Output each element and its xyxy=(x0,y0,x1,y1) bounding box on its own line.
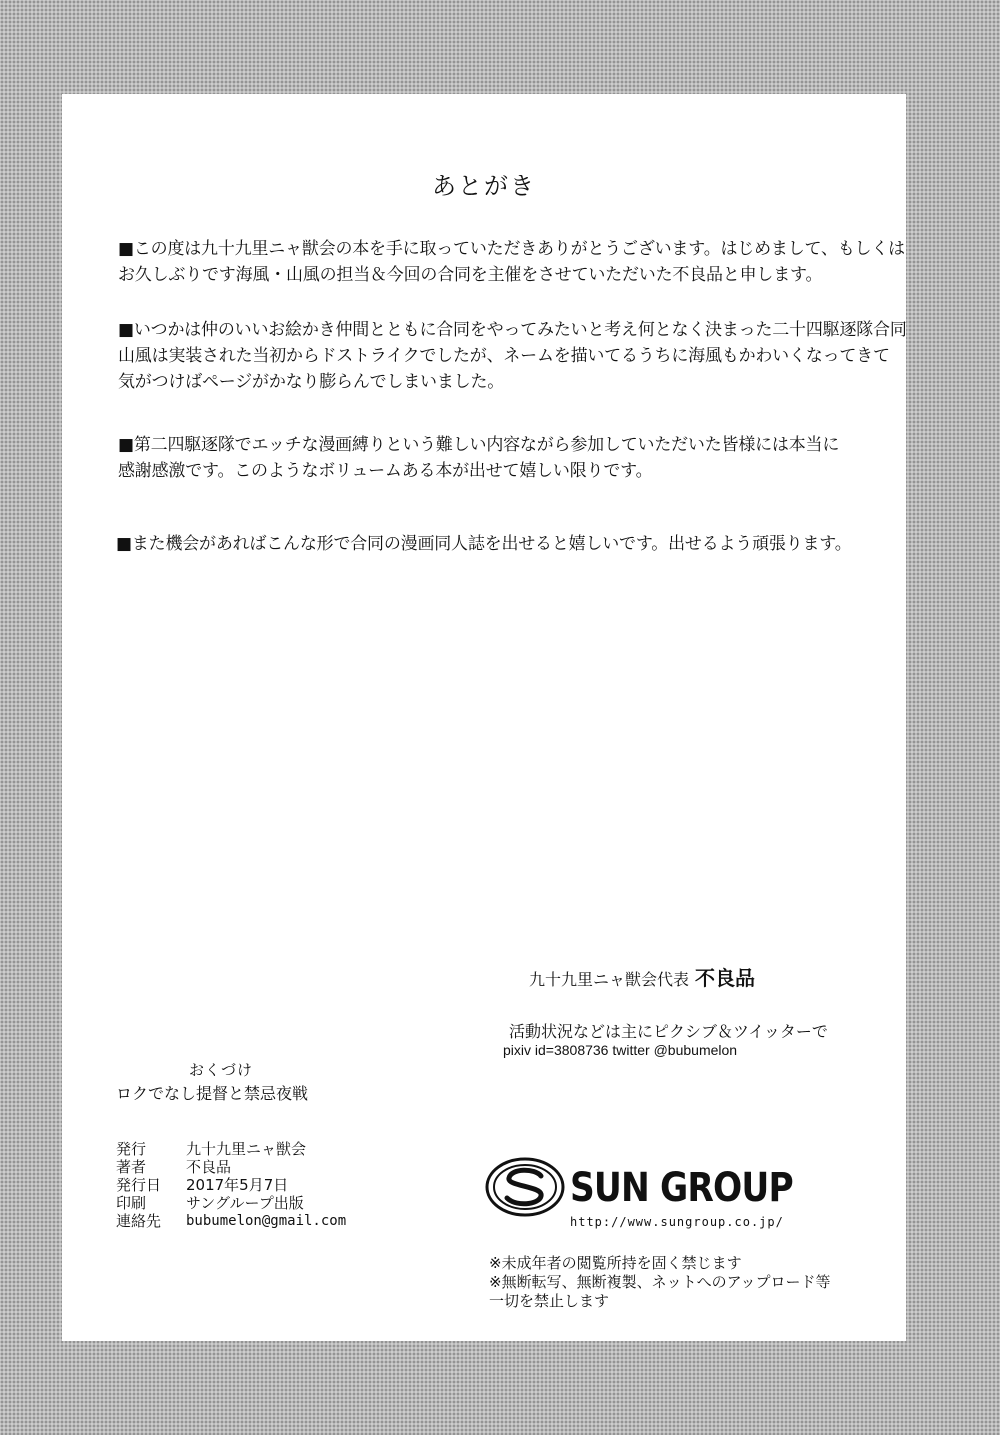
colophon-row-date xyxy=(116,1176,346,1194)
activity-accounts: pixiv id=3808736 twitter @bubumelon xyxy=(503,1042,738,1058)
paragraph-4 xyxy=(116,531,852,557)
paragraph-line: 山風は実装された当初からドストライクでしたが、ネームを描いてるうちに海風もかわいくなってきて xyxy=(118,346,890,366)
colophon-heading: おくづけ xyxy=(189,1061,254,1079)
colophon-row-printer xyxy=(116,1194,346,1212)
colophon-label: 著者 xyxy=(116,1158,147,1176)
colophon-label: 印刷 xyxy=(116,1194,147,1212)
book-title: ロクでなし提督と禁忌夜戦 xyxy=(116,1084,309,1103)
colophon-label: 発行日 xyxy=(116,1176,162,1194)
colophon-value: サングループ出版 xyxy=(186,1194,304,1212)
colophon-value: 不良品 xyxy=(186,1158,232,1176)
afterword-page xyxy=(62,94,906,1341)
page-title: あとがき xyxy=(432,172,536,200)
colophon-row-author xyxy=(116,1158,346,1176)
colophon-value: bubumelon@gmail.com xyxy=(186,1213,347,1229)
colophon-value: 2017年5月7日 xyxy=(186,1176,289,1194)
printer-url: http://www.sungroup.co.jp/ xyxy=(570,1215,784,1229)
colophon-row-contact xyxy=(116,1212,346,1230)
paragraph-line: ■また機会があればこんな形で合同の漫画同人誌を出せると嬉しいです。出せるよう頑張ります。 xyxy=(116,534,852,554)
notice-line: 一切を禁止します xyxy=(489,1292,610,1310)
representative-label: 九十九里ニャ獣会代表 xyxy=(529,970,690,989)
representative xyxy=(529,962,755,991)
colophon xyxy=(116,1140,346,1230)
paragraph-line: 気がつけばページがかなり膨らんでしまいました。 xyxy=(118,372,505,392)
paragraph-1 xyxy=(118,236,905,288)
notice-line: ※無断転写、無断複製、ネットへのアップロード等 xyxy=(489,1273,831,1291)
paragraph-line: お久しぶりです海風・山風の担当＆今回の合同を主催をさせていただいた不良品と申します。 xyxy=(118,265,823,285)
printer-logo-text: SUN GROUP xyxy=(570,1165,793,1211)
representative-name: 不良品 xyxy=(695,966,756,990)
colophon-label: 連絡先 xyxy=(116,1212,162,1230)
colophon-row-publisher xyxy=(116,1140,346,1158)
paragraph-2 xyxy=(118,317,907,395)
paragraph-line: ■この度は九十九里ニャ獣会の本を手に取っていただきありがとうございます。はじめまして、もしくは xyxy=(118,239,905,259)
colophon-label: 発行 xyxy=(116,1140,147,1158)
paragraph-line: ■いつかは仲のいいお絵かき仲間とともに合同をやってみたいと考え何となく決まった二十四駆逐隊合同 xyxy=(118,320,907,340)
paragraph-line: ■第二四駆逐隊でエッチな漫画縛りという難しい内容ながら参加していただいた皆様には本当に xyxy=(118,435,840,455)
paragraph-3 xyxy=(118,432,839,484)
activity-note: 活動状況などは主にピクシブ＆ツイッターで xyxy=(509,1022,828,1041)
notice-block xyxy=(489,1254,831,1311)
colophon-value: 九十九里ニャ獣会 xyxy=(186,1140,307,1158)
notice-line: ※未成年者の閲覧所持を固く禁じます xyxy=(489,1254,742,1272)
paragraph-line: 感謝感激です。このようなボリュームある本が出せて嬉しい限りです。 xyxy=(118,461,653,481)
